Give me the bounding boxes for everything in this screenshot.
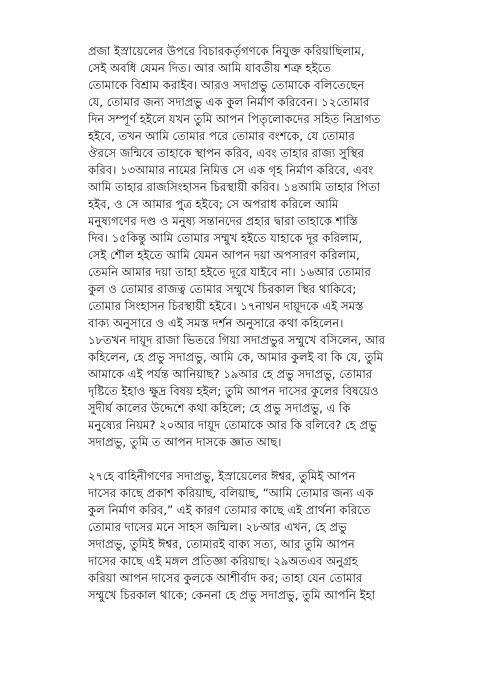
text-line: দাসের কাছে এই মঙ্গল প্রতিজ্ঞা করিয়াছ। ২৯অতএব অনুগ্রহ: [88, 554, 358, 568]
text-line: মনুষ্যের নিয়ম? ২০আর দায়ূদ তোমাকে আর কি বলিবে? হে প্রভু: [88, 418, 377, 432]
text-line: দিব। ১৫কিন্তু আমি তোমার সম্মুখ হইতে যাহাকে দূর করিলাম,: [88, 231, 363, 245]
text-line: দৃষ্টিতে ইহাও ক্ষুদ্র বিষয় হইল; তুমি আপন দাসের কুলের বিষয়েও: [88, 384, 379, 398]
text-line: তেমনি আমার দয়া তাহা হইতে দূরে যাইবে না। ১৬আর তোমার: [88, 265, 371, 279]
text-line: আমাকে এই পর্যন্ত আনিয়াছ? ১৯আর হে প্রভু সদাপ্রভু, তোমার: [88, 367, 373, 381]
text-line: ১৮তখন দায়ূদ রাজা ভিতরে গিয়া সদাপ্রভুর সম্মুখে বসিলেন, আর: [88, 333, 385, 347]
text-line: কুল ও তোমার রাজত্ব তোমার সম্মুখে চিরকাল স্থির থাকিবে;: [88, 282, 357, 296]
text-line: মনুষ্যগণের দণ্ড ও মনুষ্য সন্তানদের প্রহার দ্বারা তাহাকে শাস্তি: [88, 214, 358, 228]
text-line: তোমাকে বিশ্রাম করাইব। আরও সদাপ্রভু তোমাকে বলিতেছেন: [88, 78, 365, 92]
text-line: দিন সম্পূর্ণ হইলে যখন তুমি আপন পিতৃলোকদের সহিত নিদ্রাগত: [88, 112, 381, 126]
text-line: সদাপ্রভু, তুমিই ঈশ্বর, তোমারই বাক্য সত্য, আর তুমি আপন: [88, 537, 355, 551]
text-line: করিয়া আপন দাসের কুলকে আশীর্বাদ কর; তাহা যেন তোমার: [88, 571, 363, 585]
text-line: সম্মুখে চিরকাল থাকে; কেননা হে প্রভু সদাপ্রভু, তুমি আপনি ইহা: [88, 588, 376, 602]
text-line: হইব, ও সে আমার পুত্র হইবে; সে অপরাধ করিলে আমি: [88, 197, 339, 211]
paragraph-2: [88, 468, 428, 604]
text-line: সদাপ্রভু, তুমি ত আপন দাসকে জ্ঞাত আছ।: [88, 435, 282, 449]
text-line: কুল নির্মাণ করিব,” এই কারণ তোমার কাছে এই প্রার্থনা করিতে: [88, 503, 371, 517]
text-line: হইবে, তখন আমি তোমার পরে তোমার বংশকে, যে তোমার: [88, 129, 355, 143]
text-line: যে, তোমার জন্য সদাপ্রভু এক কুল নির্মাণ করিবেন। ১২তোমার: [88, 95, 370, 109]
text-line: সুদীর্ঘ কালের উদ্দেশে কথা কহিলে; হে প্রভু সদাপ্রভু, এ কি: [88, 401, 351, 415]
text-line: তোমার দাসের মনে সাহস জন্মিল। ২৮আর এখন, হে প্রভু: [88, 520, 347, 534]
text-line: তোমার সিংহাসন চিরস্থায়ী হইবে। ১৭নাথন দায়ূদকে এই সমস্ত: [88, 299, 364, 313]
text-line: ২৭হে বাহিনীগণের সদাপ্রভু, ইস্রায়েলের ঈশ্বর, তুমিই আপন: [88, 469, 356, 483]
text-line: আমি তাহার রাজসিংহাসন চিরস্থায়ী করিব। ১৪আমি তাহার পিতা: [88, 180, 381, 194]
text-line: প্রজা ইস্রায়েলের উপরে বিচারকর্তৃগণকে নিযুক্ত করিয়াছিলাম,: [88, 44, 365, 58]
text-line: সেই অবধি যেমন দিত। আর আমি যাবতীয় শত্রু হইতে: [88, 61, 331, 75]
text-line: করিব। ১৩আমার নামের নিমিত্ত সে এক গৃহ নির্মাণ করিবে, এবং: [88, 163, 374, 177]
text-line: সেই শৌল হইতে আমি যেমন আপন দয়া অপসারণ করিলাম,: [88, 248, 360, 262]
text-line: কহিলেন, হে প্রভু সদাপ্রভু, আমি কে, আমার কুলই বা কি যে, তুমি: [88, 350, 384, 364]
paragraph-1: [88, 43, 428, 451]
text-line: দাসের কাছে প্রকাশ করিয়াছ, বলিয়াছ, “আমি তোমার জন্য এক: [88, 486, 374, 500]
text-line: বাক্য অনুসারে ও এই সমস্ত দর্শন অনুসারে কথা কহিলেন।: [88, 316, 344, 330]
text-line: ঔরসে জন্মিবে তাহাকে স্থাপন করিব, এবং তাহার রাজ্য সুস্থির: [88, 146, 364, 160]
